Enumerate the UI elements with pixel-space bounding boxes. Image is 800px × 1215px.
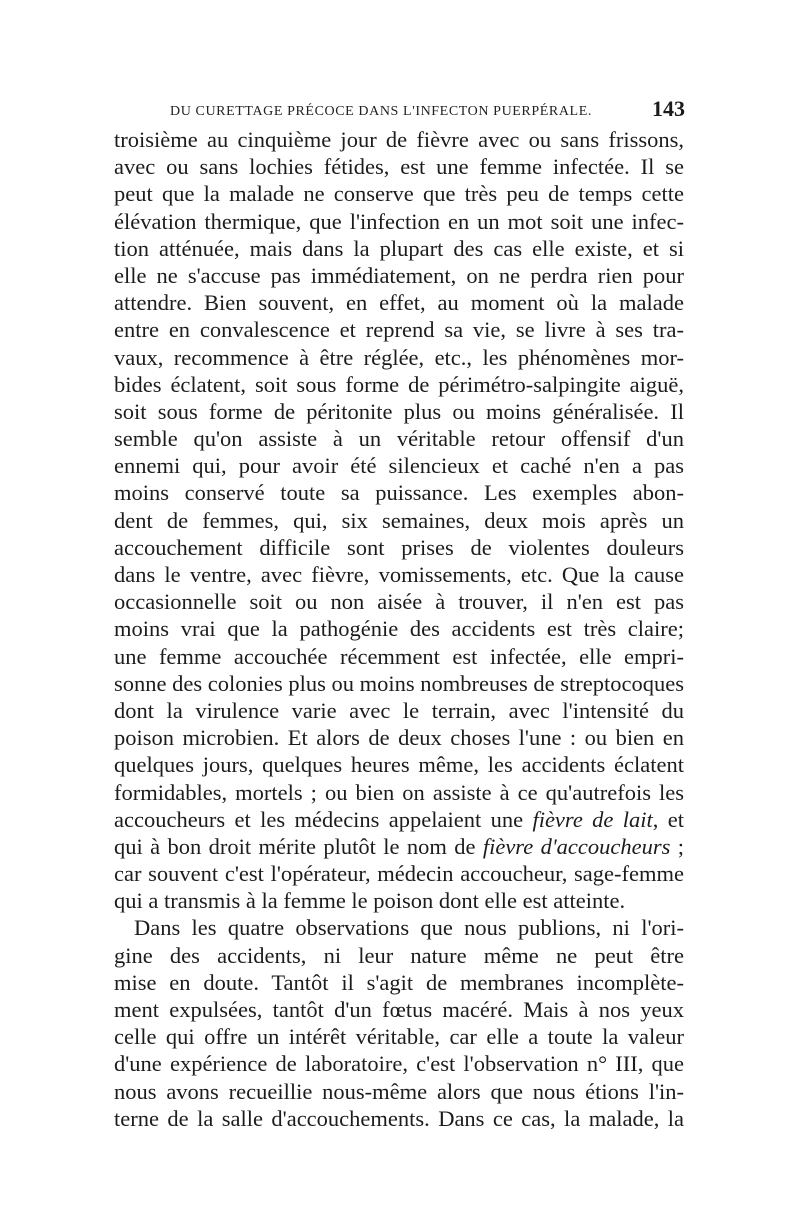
italic-term-fievre-accoucheurs: fièvre d'accoucheurs (482, 833, 671, 859)
text-line: une femme accouchée récemment est infectée, elle empri- (114, 643, 684, 669)
text-line: vaux, recommence à être réglée, etc., les phénomènes mor- (114, 344, 684, 370)
text-line: élévation thermique, que l'infection en un mot soit une infec- (114, 208, 684, 234)
line-fragment: qui à bon droit mérite plutôt le nom de (114, 833, 483, 859)
text-line: elle ne s'accuse pas immédiatement, on ne perdra rien pour (114, 262, 684, 288)
text-line-fievre-accoucheurs (114, 833, 684, 860)
page-number: 143 (652, 96, 685, 121)
text-line: tion atténuée, mais dans la plupart des cas elle existe, et si (114, 235, 684, 261)
text-line: formidables, mortels ; ou bien on assiste à ce qu'autrefois les (114, 779, 684, 805)
line-fragment: ; (670, 833, 684, 859)
running-head (170, 96, 685, 126)
text-line: entre en convalescence et reprend sa vie, se livre à ses tra- (114, 317, 684, 343)
text-line: poison microbien. Et alors de deux choses l'une : ou bien en (114, 725, 684, 751)
text-line: ennemi qui, pour avoir été silencieux et caché n'en a pas (114, 453, 684, 479)
text-line: quelques jours, quelques heures même, les accidents éclatent (114, 752, 684, 778)
text-line: accouchement difficile sont prises de violentes douleurs (114, 534, 684, 560)
text-line: bides éclatent, soit sous forme de périmétro-salpingite aiguë, (114, 371, 684, 397)
text-line: d'une expérience de laboratoire, c'est l'observation n° III, que (114, 1051, 684, 1077)
text-line: gine des accidents, ni leur nature même ne peut être (114, 942, 684, 968)
text-line: moins conservé toute sa puissance. Les exemples abon- (114, 480, 684, 506)
text-line: mise en doute. Tantôt il s'agit de membranes incomplète- (114, 969, 684, 995)
text-line: occasionnelle soit ou non aisée à trouver, il n'en est pas (114, 589, 684, 615)
text-line-fievre-de-lait (114, 806, 684, 833)
text-line: nous avons recueillie nous-même alors que nous étions l'in- (114, 1078, 684, 1104)
text-line: semble qu'on assiste à un véritable retour offensif d'un (114, 426, 684, 452)
text-line: dent de femmes, qui, six semaines, deux mois après un (114, 507, 684, 533)
text-line: sonne des colonies plus ou moins nombreuses de streptocoques (114, 670, 684, 696)
text-line: dans le ventre, avec fièvre, vomissements, etc. Que la cause (114, 562, 684, 587)
line-fragment: , et (652, 806, 684, 832)
paragraph-start-line: Dans les quatre observations que nous publions, ni l'ori- (134, 915, 684, 941)
paragraph-end-line: qui a transmis à la femme le poison dont elle est atteinte. (114, 888, 626, 914)
text-line: peut que la malade ne conserve que très peu de temps cette (114, 181, 684, 207)
running-title: DU CURETTAGE PRÉCOCE DANS L'INFECTON PUERPÉRALE. (170, 104, 592, 119)
text-line: dont la virulence varie avec le terrain, avec l'intensité du (114, 697, 684, 723)
text-line: moins vrai que la pathogénie des accidents est très claire; (114, 616, 684, 642)
text-line: car souvent c'est l'opérateur, médecin accoucheur, sage-femme (114, 861, 684, 887)
text-line: celle qui offre un intérêt véritable, car elle a toute la valeur (114, 1024, 684, 1050)
line-fragment: accoucheurs et les médecins appelaient une (114, 806, 533, 832)
text-line: soit sous forme de péritonite plus ou moins généralisée. Il (114, 398, 684, 424)
text-line: attendre. Bien souvent, en effet, au moment où la malade (114, 290, 684, 316)
text-line: troisième au cinquième jour de fièvre avec ou sans frissons, (114, 127, 684, 152)
text-line: avec ou sans lochies fétides, est une femme infectée. Il se (114, 154, 684, 180)
text-line: ment expulsées, tantôt d'un fœtus macéré. Mais à nos yeux (114, 997, 684, 1022)
italic-term-fievre-de-lait: fièvre de lait (532, 806, 653, 832)
body-text (114, 126, 684, 1132)
text-line: terne de la salle d'accouchements. Dans ce cas, la malade, la (114, 1105, 684, 1131)
